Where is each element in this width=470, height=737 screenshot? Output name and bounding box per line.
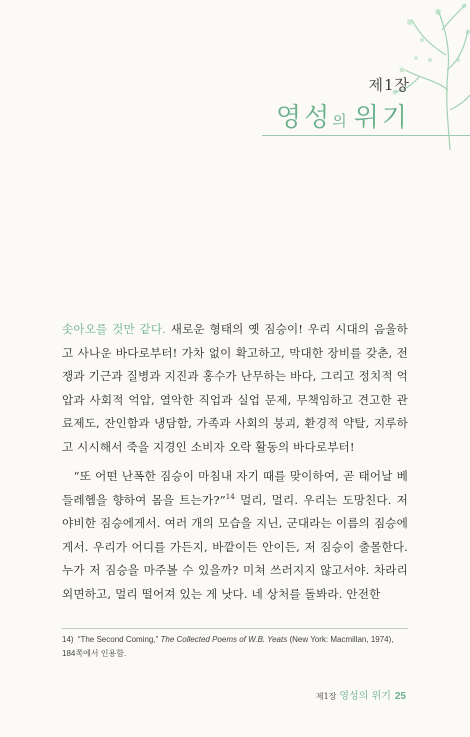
running-footer xyxy=(0,687,406,702)
footnote-number: 14) xyxy=(62,635,74,644)
paragraph-2-quote: “또 어떤 난폭한 짐승이 마침내 자기 때를 맞이하여, 곧 태어날 베들레헴을 향하여 몸을 트는가?” xyxy=(62,469,408,507)
lead-in-phrase: 솟아오를 것만 같다. xyxy=(62,322,167,336)
chapter-title-word1: 영성 xyxy=(276,103,333,133)
footer-title: 영성의 위기 xyxy=(339,691,391,702)
footnote-marker[interactable]: 14 xyxy=(225,492,236,501)
footnote-text-a: “The Second Coming,” xyxy=(75,635,161,644)
paragraph-1 xyxy=(62,318,408,459)
page-number: 25 xyxy=(394,691,406,702)
paragraph-2 xyxy=(62,465,408,606)
footnote-book-title: The Collected Poems of W.B. Yeats xyxy=(160,635,288,644)
footnote-text-b: (New York: Macmillan, 1974), 184쪽에서 인용함. xyxy=(62,635,394,658)
footer-chapter: 제1장 xyxy=(315,692,337,701)
body-text xyxy=(62,318,408,606)
chapter-title-word2: 위기 xyxy=(353,103,410,133)
chapter-title-particle: 의 xyxy=(332,112,348,130)
chapter-title xyxy=(0,97,410,134)
footnote xyxy=(62,633,408,661)
paragraph-2-text: 멀리, 멀리. 우리는 도망친다. 저 야비한 짐승에게서. 여러 개의 모습을 지닌, 군대라는 이름의 짐승에게서. 우리가 어디를 가든지, 바깥이든 안이든, 저 짐승이 출몰한다. 누가 저 짐승을 마주볼 수 있을까? 미쳐 쓰러지지 않고서야. 차라리 외면하고, 멀리 떨어져 있는 게 낫다. 네 상처를 돌봐라. 안전한 xyxy=(62,492,408,601)
title-underline xyxy=(262,135,470,136)
paragraph-1-text: 새로운 형태의 옛 짐승이! 우리 시대의 음울하고 사나운 바다로부터! 가차 없이 확고하고, 막대한 장비를 갖춘, 전쟁과 기근과 질병과 지진과 홍수가 난무하는 바다, 그리고 정치적 억압과 사회적 억압, 열악한 직업과 실업 문제, 무책임하고 견고한 관료제도, 잔인함과 냉담함, 가족과 사회의 붕괴, 환경적 약탈, 지루하고 시시해서 죽을 지경인 소비자 오락 활동의 바다로부터! xyxy=(62,322,408,454)
footnote-divider xyxy=(62,628,408,629)
chapter-label: 제1장 xyxy=(368,76,410,94)
